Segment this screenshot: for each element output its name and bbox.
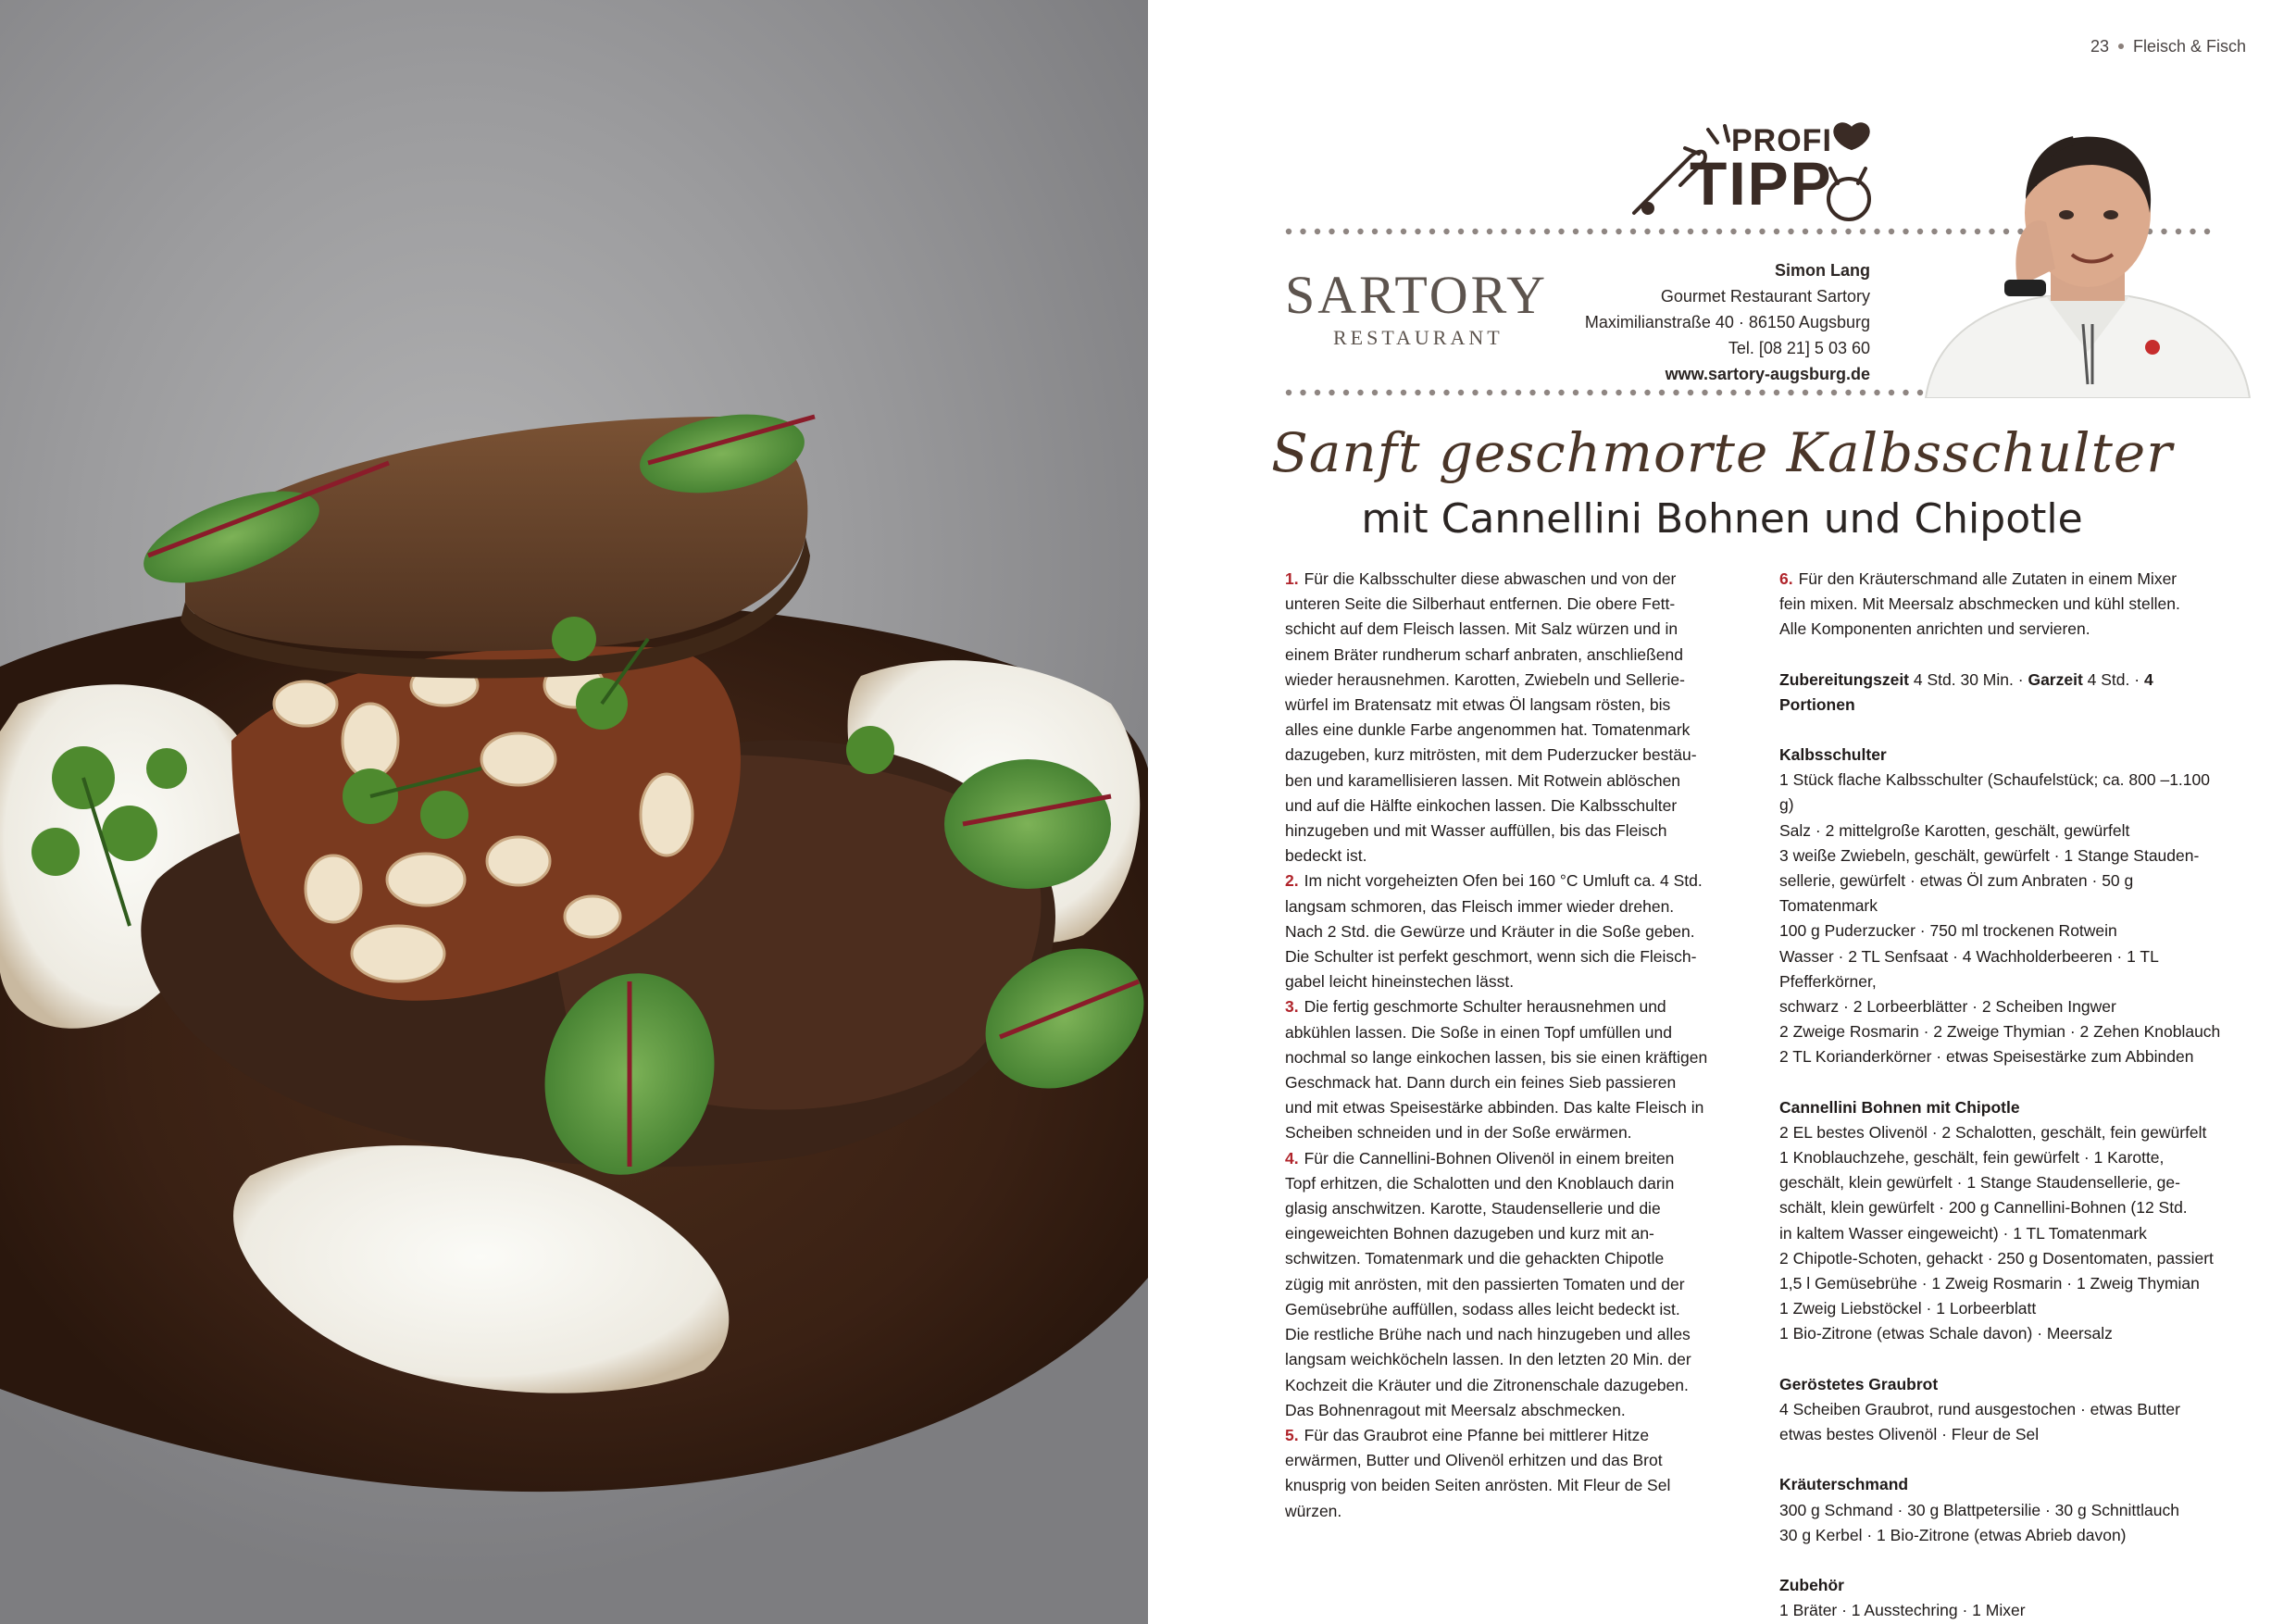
step-text: Gemüsebrühe auffüllen, sodass alles leicht bedeckt ist. [1285,1299,1680,1318]
ingredient-group-title: Kalbsschulter [1779,745,1887,765]
ingredient-line: 2 TL Korianderkörner · etwas Speisestärke zum Abbinden [1779,1047,2194,1067]
ingredient-line: 1 Bio-Zitrone (etwas Schale davon) · Meersalz [1779,1324,2113,1343]
step-line [1285,868,1720,893]
step-text: Für die Cannellini-Bohnen Olivenöl in einem breiten [1304,1148,1675,1168]
step-text: dazugeben, kurz mitrösten, mit dem Puderzucker bestäu- [1285,745,1697,765]
chef-name: Simon Lang [1775,261,1870,280]
spacer [1779,643,2224,668]
step-text: hinzugeben und mit Wasser auffüllen, bis das Fleisch [1285,821,1667,841]
timing-line [1779,668,2224,718]
cook-label: Garzeit [2028,669,2083,689]
step-text: einem Bräter rundherum scharf anbraten, anschließend [1285,644,1683,664]
section-name: Fleisch & Fisch [2132,37,2246,56]
recipe-subtitle: mit Cannellini Bohnen und Chipotle [1361,495,2083,543]
step-text: Die Schulter ist perfekt geschmort, wenn sich die Fleisch- [1285,947,1697,967]
step-line [1285,1499,1720,1524]
ingredient-line: 1 Bräter · 1 Ausstechring · 1 Mixer [1779,1601,2026,1620]
step-line [1285,668,1720,693]
ingredient-line: sellerie, gewürfelt · etwas Öl zum Anbraten · 50 g Tomatenmark [1779,871,2134,916]
ingredients-column [1779,567,2224,1623]
recipe-page [1148,0,2296,1624]
step-text: nochmal so lange einkochen lassen, bis sie einen kräftigen [1285,1047,1708,1067]
ingredient-line: Wasser · 2 TL Senfsaat · 4 Wachholderbeeren · 1 TL Pfefferkörner, [1779,946,2159,991]
step-line [1285,1448,1720,1473]
ingredient-line: in kaltem Wasser eingeweicht) · 1 TL Tomatenmark [1779,1223,2147,1243]
separator: · [2017,669,2024,689]
page-number: 23 [2090,37,2109,56]
step-6 [1779,567,2224,643]
ingredient-line: 1 Stück flache Kalbsschulter (Schaufelstück; ca. 800 –1.100 g) [1779,770,2210,815]
step-line [1285,643,1720,668]
step-line [1285,1045,1720,1070]
step-line [1285,1120,1720,1145]
ingredient-line: 2 Zweige Rosmarin · 2 Zweige Thymian · 2 Zehen Knoblauch [1779,1022,2221,1042]
step-line [1285,743,1720,768]
ingredient-line: 3 weiße Zwiebeln, geschält, gewürfelt · 1 Stange Stauden- [1779,845,2200,865]
step-2 [1285,868,1720,994]
step-text: eingeweichten Bohnen dazugeben und kurz mit an- [1285,1224,1654,1243]
step-line [1285,1423,1720,1448]
step-line [1285,567,1720,592]
step-line [1285,1020,1720,1045]
step-line [1285,768,1720,793]
step-line [1285,1473,1720,1498]
step-text: fein mixen. Mit Meersalz abschmecken und kühl stellen. [1779,594,2180,614]
step-text: Nach 2 Std. die Gewürze und Kräuter in die Soße geben. [1285,921,1695,941]
ingredient-line: Salz · 2 mittelgroße Karotten, geschält, gewürfelt [1779,820,2130,840]
ingredient-line: 1 Knoblauchzehe, geschält, fein gewürfelt · 1 Karotte, [1779,1148,2165,1168]
logo-sub: RESTAURANT [1333,326,1504,349]
spacer [1779,1070,2224,1095]
step-line [1285,894,1720,919]
ingredient-line: 1 Zweig Liebstöckel · 1 Lorbeerblatt [1779,1299,2037,1318]
ingredient-line: 100 g Puderzucker · 750 ml trockenen Rotwein [1779,921,2117,941]
tipp-label: TIPP [1690,149,1833,218]
ingredient-line: etwas bestes Olivenöl · Fleur de Sel [1779,1425,2040,1444]
step-text: gabel leicht hineinstechen lässt. [1285,972,1515,992]
spacer [1779,1447,2224,1472]
ingredient-line: schwarz · 2 Lorbeerblätter · 2 Scheiben Ingwer [1779,997,2116,1017]
profi-label: PROFI [1731,123,1832,158]
ingredient-group-title: Geröstetes Graubrot [1779,1374,1939,1393]
step-line [1285,818,1720,843]
step-text: Für das Graubrot eine Pfanne bei mittlerer Hitze [1304,1425,1650,1444]
step-text: und mit etwas Speisestärke abbinden. Das kalte Fleisch in [1285,1098,1704,1118]
step-line [1285,1196,1720,1221]
step-1 [1285,567,1720,868]
steps-column [1285,567,1720,1524]
portions: 4 Portionen [1779,669,2153,714]
step-number: 5. [1285,1425,1299,1444]
step-text: Für den Kräuterschmand alle Zutaten in einem Mixer [1798,569,2177,588]
step-text: Alle Komponenten anrichten und servieren. [1779,619,2090,639]
step-text: langsam weichköcheln lassen. In den letzten 20 Min. der [1285,1350,1691,1369]
step-line [1285,1398,1720,1423]
step-line [1779,592,2224,617]
step-number: 4. [1285,1148,1299,1168]
step-text: unteren Seite die Silberhaut entfernen. Die obere Fett- [1285,594,1676,614]
ingredient-line: 30 g Kerbel · 1 Bio-Zitrone (etwas Abrieb davon) [1779,1525,2127,1544]
prep-label: Zubereitungszeit [1779,669,1910,689]
step-line [1285,1171,1720,1196]
step-text: Topf erhitzen, die Schalotten und den Knoblauch darin [1285,1173,1675,1193]
chef-portrait [1907,130,2259,398]
step-text: Scheiben schneiden und in der Soße erwärmen. [1285,1123,1632,1143]
step-line [1285,843,1720,868]
step-number: 2. [1285,871,1299,891]
step-line [1285,919,1720,944]
step-text: schwitzen. Tomatenmark und die gehackten Chipotle [1285,1249,1665,1268]
spacer [1779,718,2224,743]
step-text: erwärmen, Butter und Olivenöl erhitzen und das Brot [1285,1451,1663,1470]
step-text: schicht auf dem Fleisch lassen. Mit Salz würzen und in [1285,619,1678,639]
chef-contact [1585,257,1870,387]
step-line [1285,1297,1720,1322]
ingredient-line: 2 Chipotle-Schoten, gehackt · 250 g Dosentomaten, passiert [1779,1248,2214,1268]
step-text: knusprig von beiden Seiten anrösten. Mit Fleur de Sel [1285,1476,1671,1495]
ingredient-group-title: Kräuterschmand [1779,1475,1909,1494]
step-text: würfel im Bratensatz mit etwas Öl langsam rösten, bis [1285,695,1671,715]
step-line [1285,1095,1720,1120]
step-text: Geschmack hat. Dann durch ein feines Sieb passieren [1285,1073,1677,1093]
ingredient-line: 300 g Schmand · 30 g Blattpetersilie · 30 g Schnittlauch [1779,1500,2179,1519]
running-head [2090,37,2246,56]
step-line [1285,1272,1720,1297]
phone: Tel. [08 21] 5 03 60 [1728,339,1870,357]
step-line [1285,1322,1720,1347]
ingredient-line: 1,5 l Gemüsebrühe · 1 Zweig Rosmarin · 1 Zweig Thymian [1779,1274,2200,1293]
ingredient-line: 4 Scheiben Graubrot, rund ausgestochen · etwas Butter [1779,1399,2180,1418]
step-line [1285,1146,1720,1171]
sartory-logo [1285,265,1548,350]
step-line [1285,1246,1720,1271]
step-text: Das Bohnenragout mit Meersalz abschmecken. [1285,1400,1626,1419]
step-number: 6. [1779,569,1793,588]
step-line [1779,567,2224,592]
step-text: Die fertig geschmorte Schulter herausnehmen und [1304,997,1666,1017]
spacer [1779,1548,2224,1573]
step-line [1285,718,1720,743]
step-6 [1779,567,2224,643]
step-5 [1285,1423,1720,1524]
ingredient-group-title: Zubehör [1779,1575,1844,1594]
separator: · [2134,669,2140,689]
ingredient-line: geschält, klein gewürfelt · 1 Stange Staudensellerie, ge- [1779,1173,2180,1193]
step-number: 1. [1285,569,1299,588]
step-text: abkühlen lassen. Die Soße in einen Topf umfüllen und [1285,1022,1673,1042]
bullet-dot-icon [2118,44,2124,49]
step-line [1285,793,1720,818]
step-text: ben und karamellisieren lassen. Mit Rotwein ablöschen [1285,770,1681,790]
step-text: Für die Kalbsschulter diese abwaschen und von der [1304,569,1677,588]
step-line [1285,1221,1720,1246]
prep-value: 4 Std. 30 Min. [1913,669,2014,689]
step-line [1285,617,1720,642]
recipe-title: Sanft geschmorte Kalbsschulter [1271,421,2173,484]
spacer [1779,1347,2224,1372]
ingredient-line: 2 EL bestes Olivenöl · 2 Schalotten, geschält, fein gewürfelt [1779,1122,2207,1142]
step-text: würzen. [1285,1501,1342,1520]
step-text: Im nicht vorgeheizten Ofen bei 160 °C Umluft ca. 4 Std. [1304,871,1703,891]
restaurant-name: Gourmet Restaurant Sartory [1660,287,1870,306]
step-line [1285,1070,1720,1095]
step-text: glasig anschwitzen. Karotte, Staudensellerie und die [1285,1199,1661,1218]
step-text: langsam schmoren, das Fleisch immer wieder drehen. [1285,896,1675,916]
step-line [1779,617,2224,642]
step-text: zügig mit anrösten, mit den passierten Tomaten und der [1285,1274,1685,1293]
website: www.sartory-augsburg.de [1665,365,1870,383]
step-line [1285,994,1720,1019]
step-line [1285,1347,1720,1372]
ingredient-line: schält, klein gewürfelt · 200 g Cannellini-Bohnen (12 Std. [1779,1198,2188,1218]
step-text: Kochzeit die Kräuter und die Zitronenschale dazugeben. [1285,1375,1689,1394]
step-4 [1285,1146,1720,1423]
cook-value: 4 Std. [2087,669,2130,689]
ingredient-groups [1779,718,2224,1623]
step-line [1285,592,1720,617]
step-line [1285,944,1720,969]
step-3 [1285,994,1720,1145]
address: Maximilianstraße 40 · 86150 Augsburg [1584,313,1870,331]
logo-name: SARTORY [1285,265,1548,325]
step-line [1285,969,1720,994]
step-text: bedeckt ist. [1285,846,1367,866]
step-line [1285,693,1720,718]
step-text: wieder herausnehmen. Karotten, Zwiebeln und Sellerie- [1285,669,1685,689]
ingredient-group-title: Cannellini Bohnen mit Chipotle [1779,1097,2020,1117]
step-number: 3. [1285,997,1299,1017]
step-text: und auf die Hälfte einkochen lassen. Die Kalbsschulter [1285,795,1678,815]
step-text: Die restliche Brühe nach und nach hinzugeben und alles [1285,1325,1691,1344]
step-line [1285,1373,1720,1398]
step-text: alles eine dunkle Farbe angenommen hat. Tomatenmark [1285,720,1691,740]
